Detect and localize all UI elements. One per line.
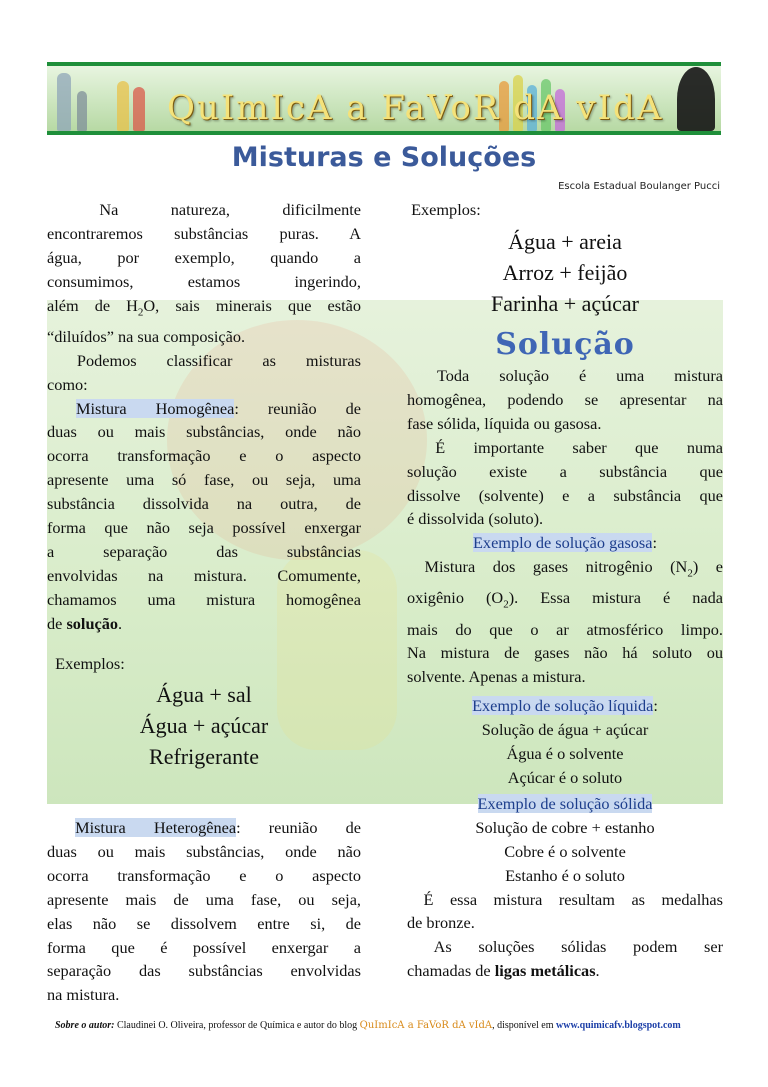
intro-text: consumimos, estamos ingerindo, xyxy=(47,271,361,291)
homogeneous-text: duas ou mais substâncias, onde não xyxy=(47,422,361,442)
footer-label: Sobre o autor: xyxy=(55,1020,115,1031)
solid-example-title: Exemplo de solução sólida xyxy=(477,793,653,813)
homogeneous-text: apresente uma só fase, ou seja, uma xyxy=(47,470,361,490)
heterogeneous-text: separação das substâncias envolvidas xyxy=(47,961,361,981)
heterogeneous-text: apresente mais de uma fase, ou seja, xyxy=(47,889,361,909)
flask-icon xyxy=(677,67,715,131)
blog-link[interactable]: www.quimicafv.blogspot.com xyxy=(556,1020,681,1031)
classify-text: como: xyxy=(47,374,88,394)
example-item: Água + sal xyxy=(156,681,252,707)
gas-text: mais do que o ar atmosférico limpo. xyxy=(407,619,723,639)
gas-text: Mistura dos gases nitrogênio $(N_2)$ e xyxy=(424,557,724,580)
example-item: Água + areia xyxy=(508,228,622,254)
left-column xyxy=(47,198,361,636)
alloy-text: As soluções sólidas podem ser xyxy=(433,937,724,957)
flask-icon xyxy=(133,87,145,131)
homogeneous-text: substância dissolvida na outra, de xyxy=(47,494,361,514)
heterogeneous-section xyxy=(47,816,361,1007)
homogeneous-text: a separação das substâncias xyxy=(47,541,361,561)
solution-text: homogênea, podendo se apresentar na xyxy=(407,389,723,409)
page-title: Misturas e Soluções xyxy=(231,142,537,173)
gas-example-title: Exemplo de solução gasosa: xyxy=(472,533,658,553)
heterogeneous-term: Mistura Heterogênea xyxy=(75,818,237,837)
intro-text: água, por exemplo, quando a xyxy=(47,247,361,267)
solvent-text: solução existe a substância que xyxy=(407,461,723,481)
solvent-text: É importante saber que numa xyxy=(435,437,723,457)
solucao-title: Solução xyxy=(495,327,635,362)
gas-text: oxigênio $(O_2)$. Essa mistura é nada xyxy=(407,588,723,611)
flask-icon xyxy=(117,81,129,131)
examples-label: Exemplos: xyxy=(411,200,481,219)
homogeneous-text: chamamos uma mistura homogênea xyxy=(47,589,361,609)
heterogeneous-text: duas ou mais substâncias, onde não xyxy=(47,841,361,861)
homogeneous-text: envolvidas na mistura. Comumente, xyxy=(47,565,361,585)
heterogeneous-text: ocorra transformação e o aspecto xyxy=(47,865,361,885)
solvent-text: é dissolvida (soluto). xyxy=(407,509,544,529)
bronze-text: de bronze. xyxy=(407,913,475,933)
examples-label: Exemplos: xyxy=(55,654,125,673)
heterogeneous-text: elas não se dissolvem entre si, de xyxy=(47,913,361,933)
heterogeneous-text: na mistura. xyxy=(47,985,120,1005)
heterogeneous-text: forma que é possível enxergar a xyxy=(47,937,361,957)
homogeneous-definition: Mistura Homogênea: reunião de xyxy=(76,398,361,418)
solution-text: Toda solução é uma mistura xyxy=(436,366,723,385)
intro-text: além de $H_2O$, sais minerais que estão xyxy=(47,295,361,318)
solution-text: fase sólida, líquida ou gasosa. xyxy=(407,413,602,433)
right-examples xyxy=(407,198,723,319)
example-item: Refrigerante xyxy=(149,743,259,769)
gas-text: solvente. Apenas a mistura. xyxy=(407,667,586,687)
intro-text: encontraremos substâncias puras. A xyxy=(47,223,361,243)
homogeneous-term: Mistura Homogênea xyxy=(76,398,235,418)
intro-text: “diluídos” na sua composição. xyxy=(47,326,246,346)
solid-example-line: Cobre é o solvente xyxy=(504,841,626,861)
liquid-example-line: Solução de água + açúcar xyxy=(481,720,649,740)
gas-text: Na mistura de gases não há soluto ou xyxy=(407,643,723,663)
example-item: Água + açúcar xyxy=(139,712,269,738)
header-banner xyxy=(47,62,721,135)
flask-icon xyxy=(57,73,71,131)
footer-blog-name: QuImIcA a FaVoR dA vIdA xyxy=(359,1020,493,1031)
example-item: Arroz + feijão xyxy=(502,259,628,285)
liquid-example-line: Açúcar é o soluto xyxy=(507,768,623,787)
alloy-text: chamadas de ligas metálicas. xyxy=(407,961,600,981)
solution-section xyxy=(407,364,723,983)
flask-icon xyxy=(77,91,87,131)
liquid-example-title: Exemplo de solução líquida: xyxy=(472,696,658,716)
homogeneous-text: de solução. xyxy=(47,613,123,633)
solid-example-line: Estanho é o soluto xyxy=(505,865,625,885)
classify-text: Podemos classificar as misturas xyxy=(76,350,361,370)
school-name: Escola Estadual Boulanger Pucci xyxy=(558,181,720,192)
solid-example-line: Solução de cobre + estanho xyxy=(475,817,655,837)
example-item: Farinha + açúcar xyxy=(491,290,639,316)
intro-text: Na natureza, dificilmente xyxy=(99,200,361,219)
heterogeneous-definition: Mistura Heterogênea: reunião de xyxy=(75,818,361,837)
liquid-example-line: Água é o solvente xyxy=(506,744,624,764)
homogeneous-text: ocorra transformação e o aspecto xyxy=(47,446,361,466)
left-examples xyxy=(47,652,361,772)
banner-title: QuImIcA a FaVoR dA vIdA xyxy=(167,88,664,128)
solvent-text: dissolve (solvente) e a substância que xyxy=(407,485,723,505)
homogeneous-text: forma que não seja possível enxergar xyxy=(47,518,361,538)
footer-author: Sobre o autor: Claudinei O. Oliveira, professor de Química e autor do blog QuImIcA a FaVoR dA vIdA, disponível em www.quimicafv.blogspot.com xyxy=(55,1020,681,1031)
bronze-text: É essa mistura resultam as medalhas xyxy=(423,889,723,909)
